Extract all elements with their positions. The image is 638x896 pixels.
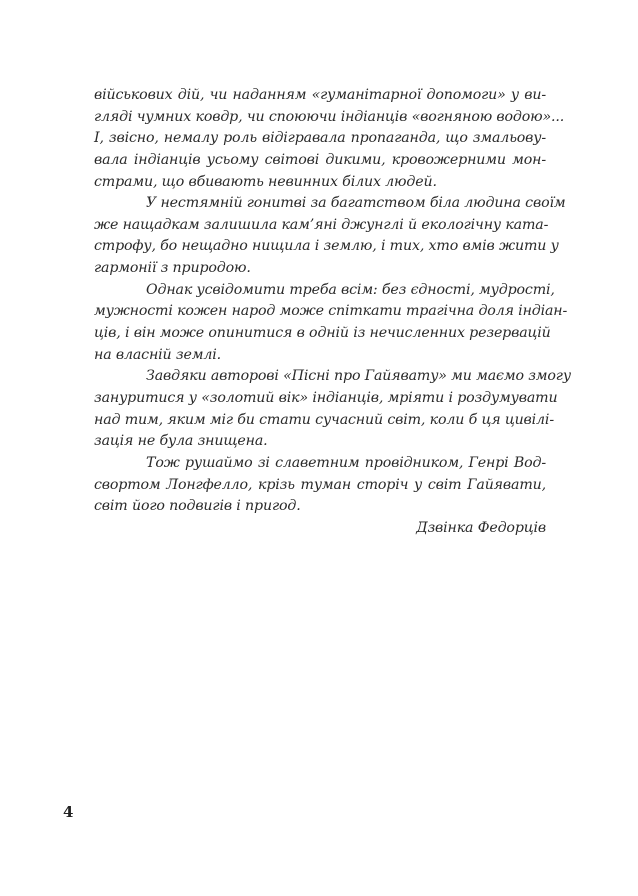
text-line: Тож рушаймо зі славетним провідником, Генрі Вод-: [146, 454, 546, 471]
text-line: зація не була знищена.: [94, 433, 268, 450]
author-signature: Дзвінка Федорців: [416, 519, 546, 536]
text-line: же нащадкам залишила кам’яні джунглі й екологічну ката-: [94, 216, 549, 233]
text-line: гляді чумних ковдр, чи споюючи індіанців «вогняною водою»...: [94, 108, 565, 125]
preface-text: [94, 85, 571, 539]
text-line: Однак усвідомити треба всім: без єдності, мудрості,: [146, 281, 555, 298]
text-line: Завдяки авторові «Пісні про Гайявату» ми маємо змогу: [146, 368, 571, 385]
text-line: страми, що вбивають невинних білих людей.: [94, 173, 437, 190]
text-line: І, звісно, немалу роль відігравала пропаганда, що змальову-: [94, 130, 546, 147]
text-line: У нестямній гонитві за багатством біла людина своїм: [146, 195, 566, 212]
text-line: ців, і він може опинитися в одній із нечисленних резервацій: [94, 325, 551, 342]
text-line: строфу, бо нещадно нищила і землю, і тих, хто вмів жити у: [94, 238, 559, 255]
text-line: на власній землі.: [94, 346, 221, 363]
text-line: гармонії з природою.: [94, 260, 251, 277]
text-line: військових дій, чи наданням «гуманітарної допомоги» у ви-: [94, 87, 546, 103]
page-number: 4: [63, 803, 74, 821]
text-line: свортом Лонгфелло, крізь туман сторіч у світ Гайявати,: [94, 476, 546, 493]
text-line: над тим, яким міг би стати сучасний світ, коли б ця цивілі-: [94, 411, 554, 428]
text-line: мужності кожен народ може спіткати трагічна доля індіан-: [94, 303, 568, 320]
text-line: вала індіанців усьому світові дикими, кровожерними мон-: [94, 151, 546, 168]
text-line: зануритися у «золотий вік» індіанців, мріяти і роздумувати: [94, 389, 558, 406]
text-line: світ його подвигів і пригод.: [94, 498, 301, 515]
